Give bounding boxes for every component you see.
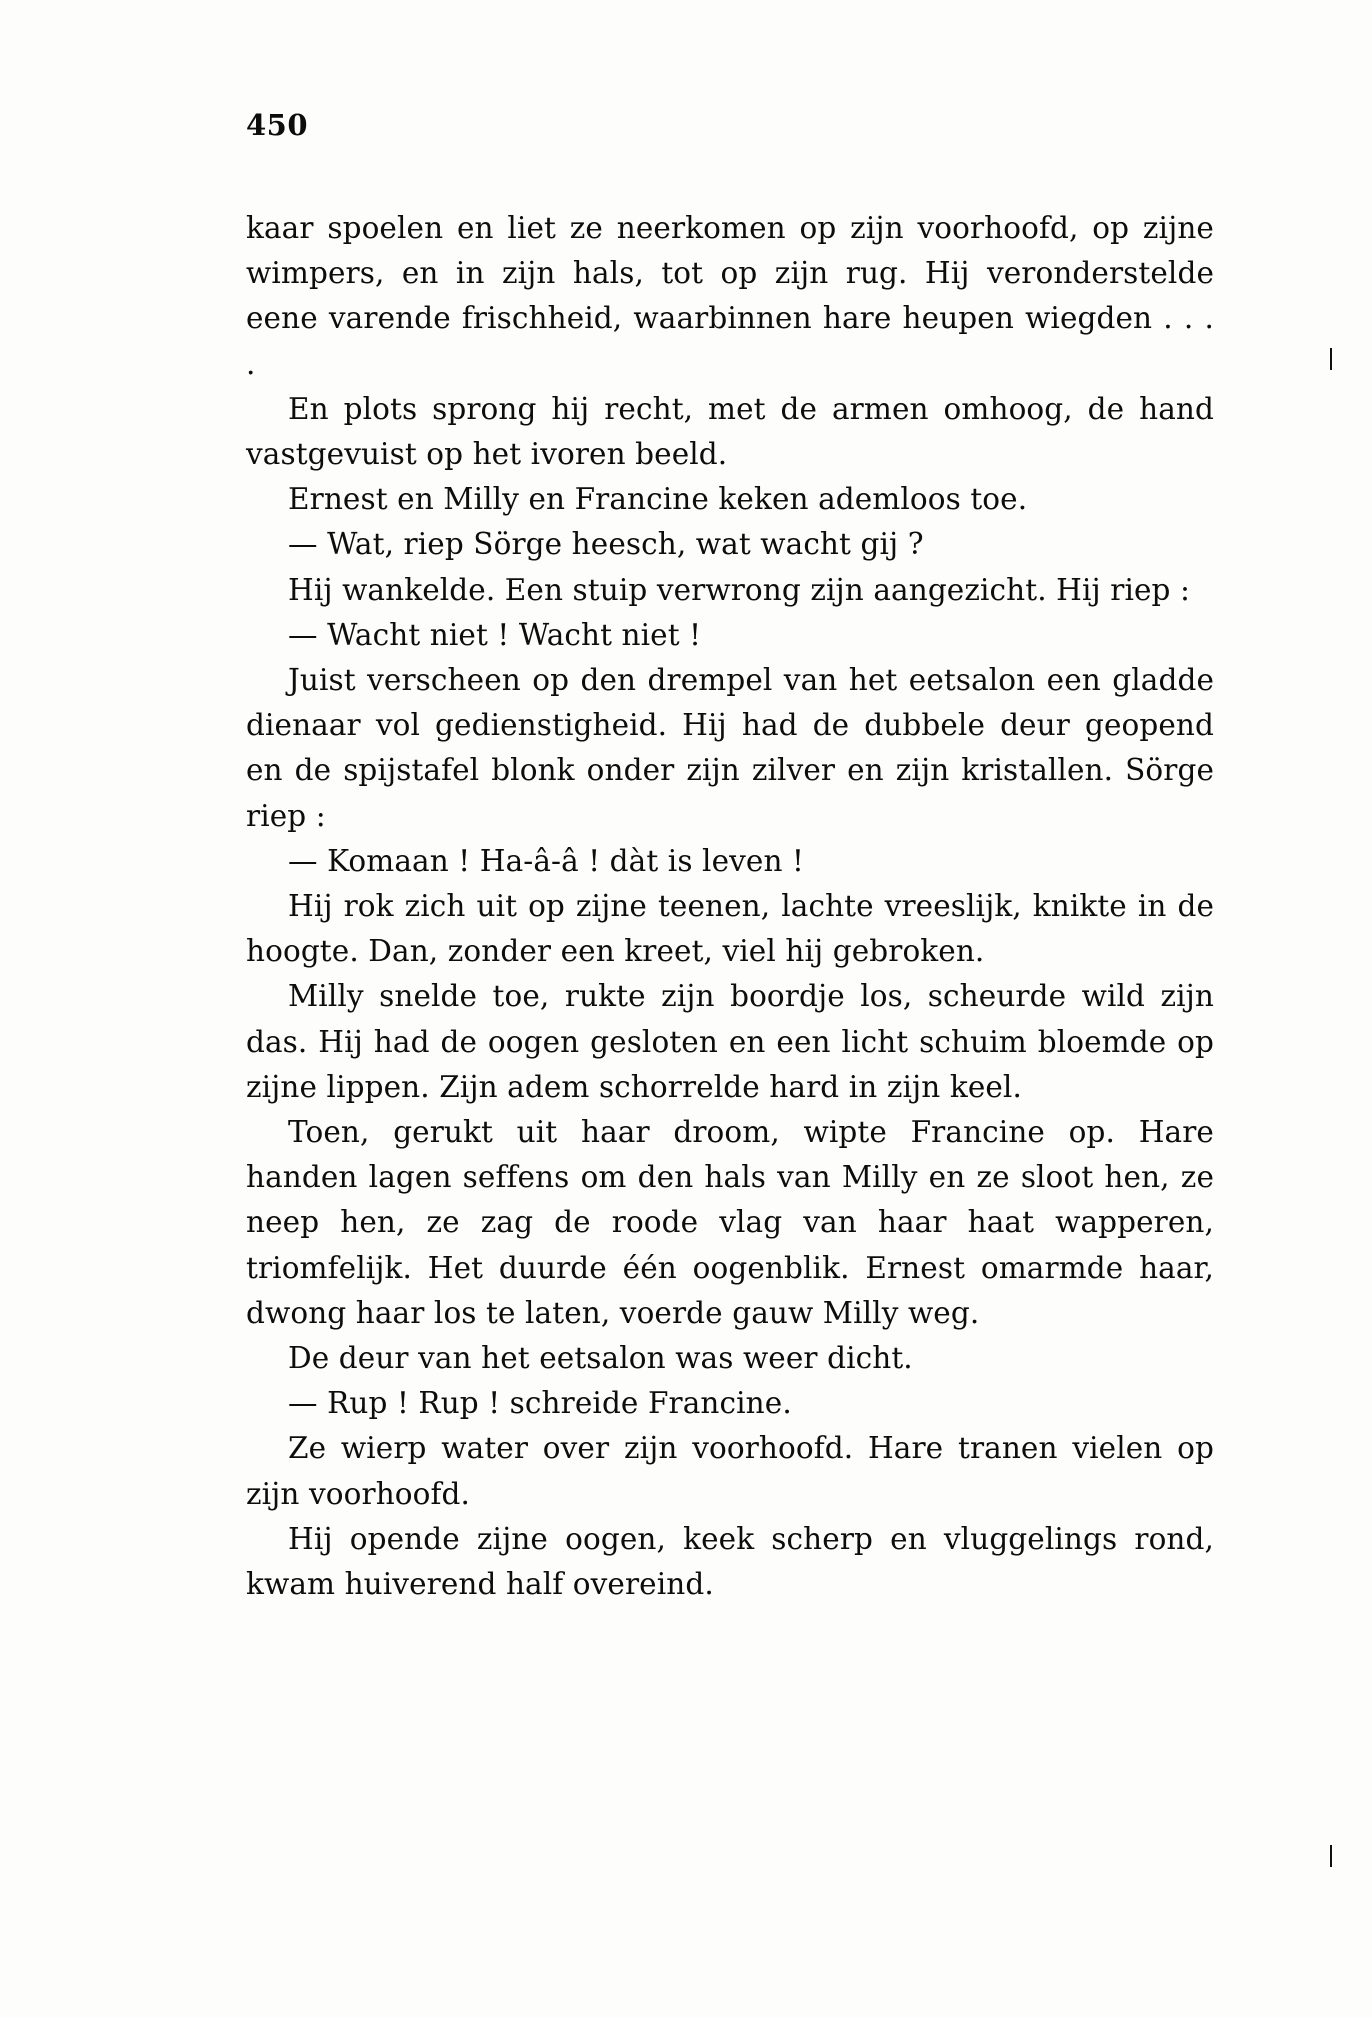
paragraph: — Komaan ! Ha-â-â ! dàt is leven ! [288, 843, 804, 878]
page-number: 450 [246, 108, 309, 142]
paragraph: — Wacht niet ! Wacht niet ! [288, 617, 702, 652]
paragraph: Hij rok zich uit op zijne teenen, lachte vreeslijk, knikte in de hoogte. Dan, zonder een kreet, viel hij gebroken. [246, 889, 1214, 969]
paragraph: Toen, gerukt uit haar droom, wipte Francine op. Hare handen lagen seffens om den hals van Milly en ze sloot hen, ze neep hen, ze zag de roode vlag van haar haat wapperen, triomfelijk. Het duurde één oogenblik. Ernest omarmde haar, dwong haar los te laten, voerde gauw Milly weg. [246, 1115, 1214, 1330]
paragraph: kaar spoelen en liet ze neerkomen op zijn voorhoofd, op zijne wimpers, en in zijn hals, tot op zijn rug. Hij veronderstelde eene varende frischheid, waarbinnen hare heupen wiegden . . . . [246, 211, 1214, 381]
margin-tick-icon [1330, 1845, 1332, 1867]
margin-tick-icon [1330, 348, 1332, 370]
paragraph: Juist verscheen op den drempel van het eetsalon een gladde dienaar vol gedienstigheid. Hij had de dubbele deur geopend en de spijstafel blonk onder zijn zilver en zijn kristallen. Sörge riep : [246, 663, 1214, 833]
paragraph: De deur van het eetsalon was weer dicht. [288, 1341, 913, 1376]
paragraph: Hij opende zijne oogen, keek scherp en vluggelings rond, kwam huiverend half overeind. [246, 1521, 1214, 1602]
paragraph: Ze wierp water over zijn voorhoofd. Hare tranen vielen op zijn voorhoofd. [246, 1431, 1214, 1511]
paragraph: Milly snelde toe, rukte zijn boordje los, scheurde wild zijn das. Hij had de oogen gesloten en een licht schuim bloemde op zijne lippen. Zijn adem schorrelde hard in zijn keel. [246, 979, 1214, 1104]
paragraph: Hij wankelde. Een stuip verwrong zijn aangezicht. Hij riep : [288, 572, 1191, 607]
paragraph: — Wat, riep Sörge heesch, wat wacht gij ? [288, 527, 924, 562]
body-text [246, 206, 1214, 1607]
paragraph: En plots sprong hij recht, met de armen omhoog, de hand vastgevuist op het ivoren beeld. [246, 391, 1214, 472]
paragraph: — Rup ! Rup ! schreide Francine. [288, 1386, 792, 1421]
paragraph: Ernest en Milly en Francine keken ademloos toe. [288, 482, 1028, 517]
